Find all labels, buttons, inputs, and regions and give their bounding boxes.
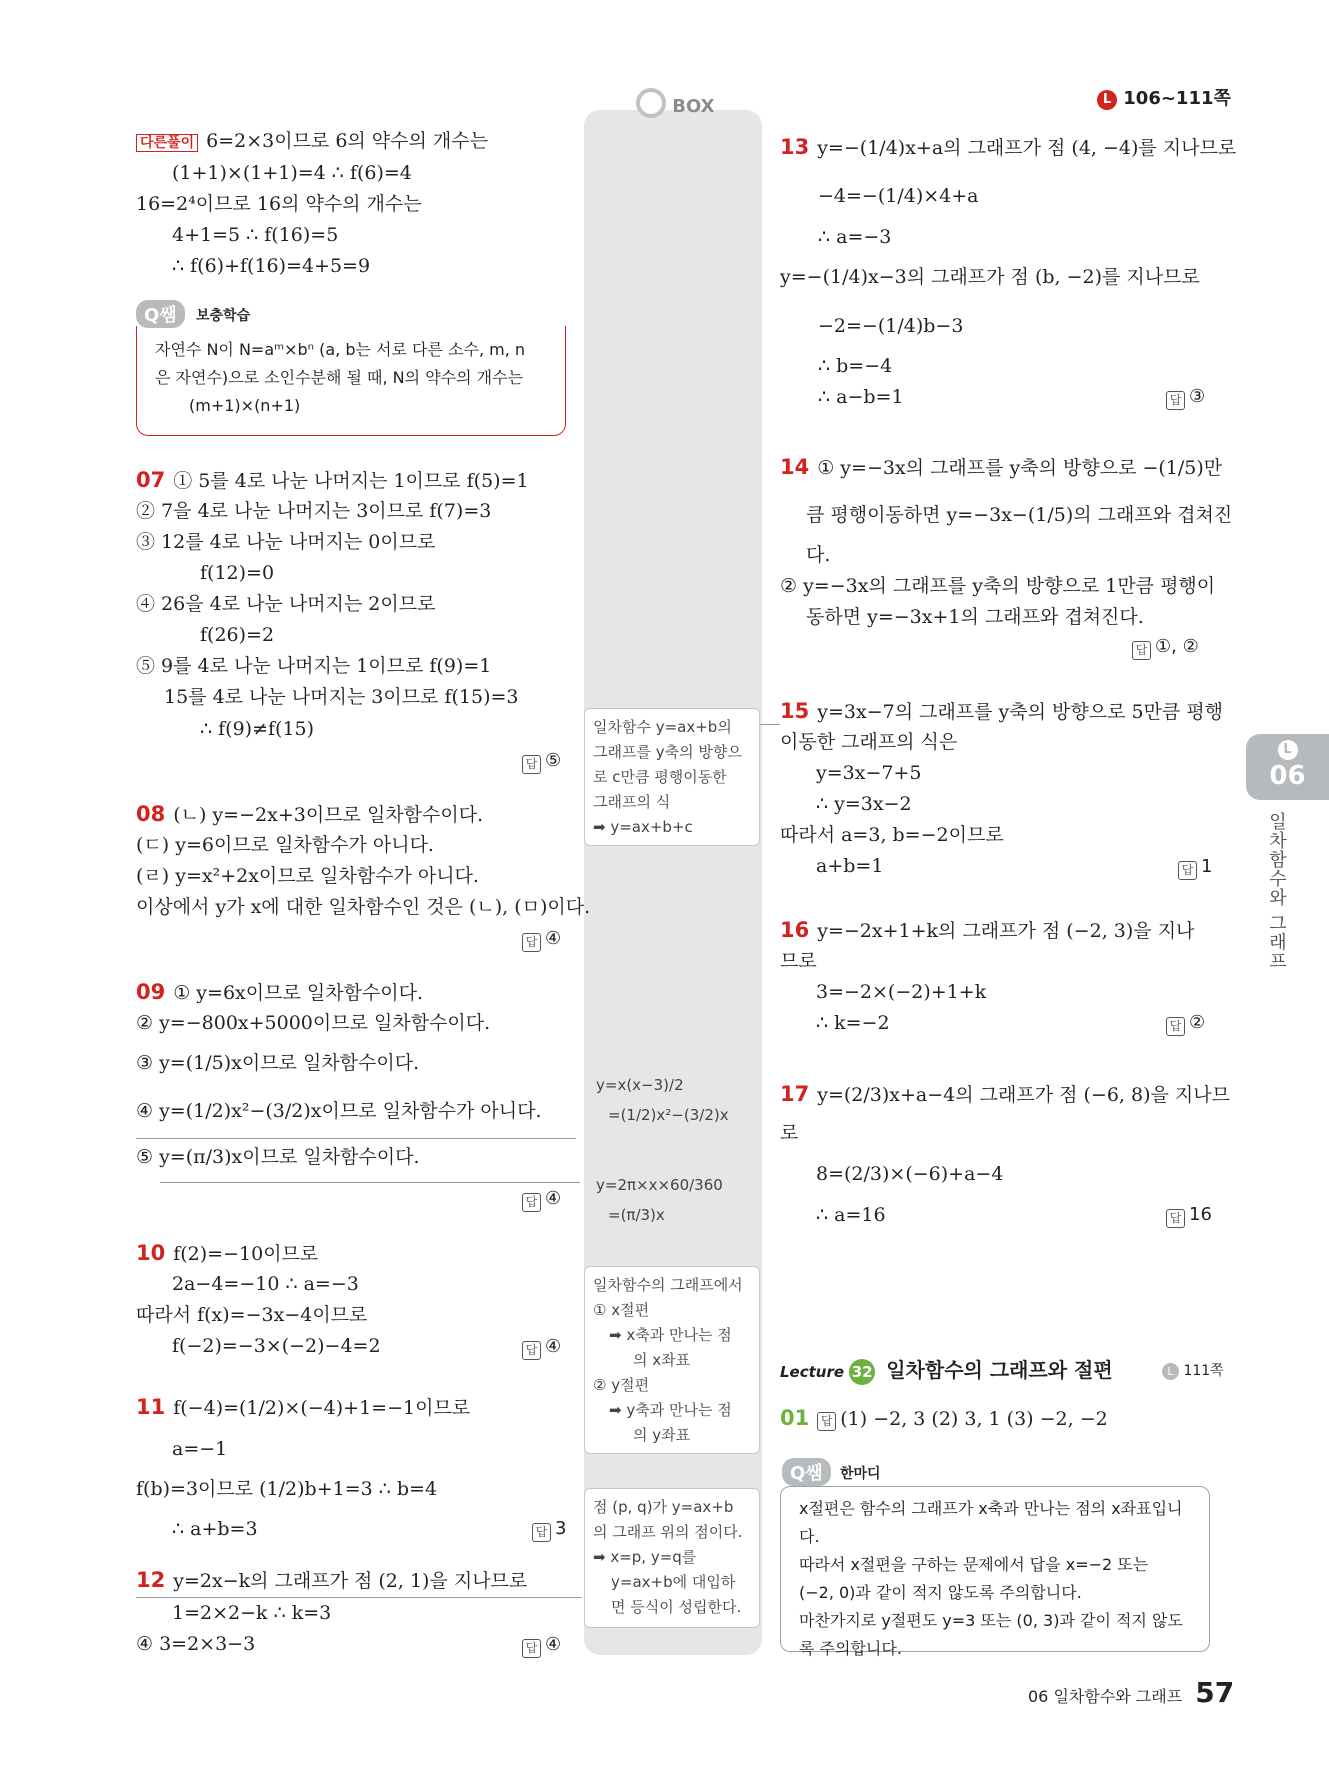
problem-09-line: ② y=−800x+5000이므로 일차함수이다. (136, 1012, 491, 1034)
lecture-title: 일차함수의 그래프와 절편 (886, 1358, 1113, 1382)
problem-11-line: ∴ a+b=3 (172, 1518, 258, 1540)
problem-10-line: 10 f(2)=−10이므로 (136, 1241, 319, 1265)
answer-10: 답 ④ (522, 1336, 561, 1360)
qbox-bubble-quadratic: y=x(x−3)/2 =(1/2)x²−(3/2)x (596, 1076, 729, 1124)
problem-16-line: 3=−2×(−2)+1+k (816, 981, 987, 1003)
connector-line (160, 1182, 580, 1183)
problem-13-line: 13 y=−(1/4)x+a의 그래프가 점 (4, −4)를 지나므로 (780, 135, 1237, 159)
problem-10-line: 따라서 f(x)=−3x−4이므로 (136, 1304, 368, 1326)
problem-07-line: ④ 26을 4로 나눈 나머지는 2이므로 (136, 593, 436, 615)
problem-07-line: ∴ f(9)≠f(15) (200, 718, 315, 740)
chapter-number: 06 (1269, 761, 1306, 791)
connector-line (136, 1597, 582, 1598)
problem-17-line: 17 y=(2/3)x+a−4의 그래프가 점 (−6, 8)을 지나므 (780, 1082, 1230, 1106)
problem-17-line: 로 (780, 1122, 799, 1144)
lesson-icon: L (1162, 1363, 1179, 1380)
qbox-bubble-circle: y=2π×x×60/360 =(π/3)x (596, 1176, 723, 1224)
answer-08: 답 ④ (522, 928, 561, 952)
supplement-line: 자연수 N이 N=aᵐ×bⁿ (a, b는 서로 다른 소수, m, n (155, 340, 526, 359)
alt-solution-line: 4+1=5 ∴ f(16)=5 (172, 224, 339, 246)
supplement-line: (m+1)×(n+1) (189, 396, 301, 415)
answer-14: 답 ①, ② (1132, 636, 1199, 660)
answer-12: 답 ④ (522, 1634, 561, 1658)
problem-number: 09 (136, 980, 166, 1004)
problem-08-line: (ㄹ) y=x²+2x이므로 일차함수가 아니다. (136, 865, 479, 887)
lesson-icon: L (1097, 90, 1117, 110)
problem-09-line: ⑤ y=(π/3)x이므로 일차함수이다. (136, 1146, 420, 1168)
answer-icon: 답 (1166, 1209, 1185, 1228)
problem-07-line: 15를 4로 나눈 나머지는 3이므로 f(15)=3 (164, 686, 519, 708)
problem-number: 17 (780, 1082, 810, 1106)
answer-icon: 답 (1166, 1017, 1185, 1036)
problem-16-line: 16 y=−2x+1+k의 그래프가 점 (−2, 3)을 지나 (780, 918, 1195, 942)
connector-line (760, 724, 780, 725)
problem-12-line: 12 y=2x−k의 그래프가 점 (2, 1)을 지나므로 (136, 1568, 528, 1592)
problem-11-line: 11 f(−4)=(1/2)×(−4)+1=−1이므로 (136, 1395, 471, 1419)
problem-number: 12 (136, 1568, 166, 1592)
problem-13-line: ∴ a=−3 (818, 226, 892, 248)
answer-icon: 답 (522, 1341, 541, 1360)
problem-15-line: 15 y=3x−7의 그래프를 y축의 방향으로 5만큼 평행 (780, 699, 1224, 723)
problem-13-line: −4=−(1/4)×4+a (818, 185, 979, 207)
problem-07-line: ② 7을 4로 나눈 나머지는 3이므로 f(7)=3 (136, 500, 492, 522)
problem-07-line: ③ 12를 4로 나눈 나머지는 0이므로 (136, 531, 436, 553)
problem-07-line: f(12)=0 (200, 562, 275, 584)
supplement-box (136, 326, 566, 436)
problem-number: 10 (136, 1241, 166, 1265)
problem-13-line: ∴ b=−4 (818, 355, 893, 377)
supplement-label: 보충학습 (196, 308, 251, 324)
problem-09-line: ③ y=(1/5)x이므로 일차함수이다. (136, 1052, 420, 1074)
alt-solution-line: (1+1)×(1+1)=4 ∴ f(6)=4 (172, 162, 412, 184)
qssam-badge: Q쌤 (136, 300, 185, 328)
qbox-note-point-on-graph: 점 (p, q)가 y=ax+b 의 그래프 위의 점이다. ➡ x=p, y=q를 y=ax+b에 대입하 면 등식이 성립한다. (584, 1488, 760, 1628)
problem-08-line: 이상에서 y가 x에 대한 일차함수인 것은 (ㄴ), (ㅁ)이다. (136, 896, 591, 918)
problem-number: 15 (780, 699, 810, 723)
answer-11: 답 3 (532, 1518, 566, 1542)
answer-icon: 답 (522, 755, 541, 774)
answer-icon: 답 (522, 933, 541, 952)
problem-13-line: y=−(1/4)x−3의 그래프가 점 (b, −2)를 지나므로 (780, 266, 1200, 288)
q-icon (636, 88, 666, 118)
page-ref: L 106~111쪽 (1097, 84, 1231, 110)
answer-icon: 답 (522, 1193, 541, 1212)
alt-solution-line: 16=2⁴이므로 16의 약수의 개수는 (136, 193, 422, 215)
problem-number: 16 (780, 918, 810, 942)
answer-icon: 답 (522, 1639, 541, 1658)
answer-07: 답 ⑤ (522, 750, 561, 774)
problem-09-line: ④ y=(1/2)x²−(3/2)x이므로 일차함수가 아니다. (136, 1100, 542, 1122)
problem-10-line: 2a−4=−10 ∴ a=−3 (172, 1273, 359, 1295)
supplement-line: 은 자연수)으로 소인수분해 될 때, N의 약수의 개수는 (155, 368, 524, 387)
problem-number: 14 (780, 455, 810, 479)
problem-13-line: −2=−(1/4)b−3 (818, 315, 964, 337)
lecture-label: Lecture (780, 1363, 845, 1381)
problem-14-line: ② y=−3x의 그래프를 y축의 방향으로 1만큼 평행이 (780, 575, 1216, 597)
answer-09: 답 ④ (522, 1188, 561, 1212)
problem-number: 13 (780, 135, 810, 159)
answer-icon: 답 (532, 1523, 551, 1542)
problem-12-line: ④ 3=2×3−3 (136, 1633, 256, 1655)
problem-number: 07 (136, 468, 166, 492)
problem-01-line: 01 답 (1) −2, 3 (2) 3, 1 (3) −2, −2 (780, 1406, 1108, 1430)
hanmadi-box (780, 1486, 1210, 1658)
problem-15-line: 이동한 그래프의 식은 (780, 731, 958, 753)
connector-line (136, 1138, 576, 1139)
alt-solution-line: 다른풀이 6=2×3이므로 6의 약수의 개수는 (136, 128, 488, 156)
problem-08-line: (ㄷ) y=6이므로 일차함수가 아니다. (136, 834, 434, 856)
alt-solution-line: ∴ f(6)+f(16)=4+5=9 (172, 255, 371, 277)
hanmadi-line: 따라서 x절편을 구하는 문제에서 답을 x=−2 또는 (799, 1555, 1149, 1574)
page-number: 57 (1195, 1676, 1235, 1709)
chapter-side-tab (1246, 734, 1329, 800)
problem-number: 11 (136, 1395, 166, 1419)
problem-17-line: ∴ a=16 (816, 1204, 886, 1226)
answer-13: 답 ③ (1166, 386, 1205, 410)
problem-12-line: 1=2×2−k ∴ k=3 (172, 1602, 332, 1624)
footer-chapter: 06 일차함수와 그래프 (1028, 1687, 1183, 1706)
footer (1028, 1676, 1234, 1709)
problem-07-line: 07 ① 5를 4로 나눈 나머지는 1이므로 f(5)=1 (136, 468, 529, 492)
problem-number: 01 (780, 1406, 810, 1430)
problem-13-line: ∴ a−b=1 (818, 386, 904, 408)
answer-icon: 답 (1178, 861, 1197, 880)
hanmadi-line: 록 주의합니다. (799, 1639, 902, 1658)
hanmadi-line: 마찬가지로 y절편도 y=3 또는 (0, 3)과 같이 적지 않도 (799, 1611, 1183, 1630)
qssam-badge: Q쌤 (782, 1458, 831, 1486)
hanmadi-line: x절편은 함수의 그래프가 x축과 만나는 점의 x좌표입니다. (799, 1499, 1183, 1546)
problem-17-line: 8=(2/3)×(−6)+a−4 (816, 1163, 1004, 1185)
answer-icon: 답 (817, 1412, 836, 1431)
hanmadi-line: (−2, 0)과 같이 적지 않도록 주의합니다. (799, 1583, 1082, 1602)
problem-11-line: f(b)=3이므로 (1/2)b+1=3 ∴ b=4 (136, 1478, 438, 1500)
problem-14-line: 14 ① y=−3x의 그래프를 y축의 방향으로 −(1/5)만 (780, 455, 1223, 479)
problem-number: 08 (136, 802, 166, 826)
problem-07-line: ⑤ 9를 4로 나눈 나머지는 1이므로 f(9)=1 (136, 655, 492, 677)
lecture-ref: L 111쪽 (1162, 1360, 1224, 1380)
problem-16-line: 므로 (780, 950, 817, 972)
problem-15-line: 따라서 a=3, b=−2이므로 (780, 824, 1004, 846)
answer-icon: 답 (1132, 641, 1151, 660)
hanmadi-label: 한마디 (840, 1466, 881, 1482)
problem-14-line: 다. (806, 544, 831, 566)
problem-14-line: 큼 평행이동하면 y=−3x−(1/5)의 그래프와 겹쳐진 (806, 504, 1233, 526)
answer-icon: 답 (1166, 391, 1185, 410)
problem-11-line: a=−1 (172, 1438, 228, 1460)
answer-15: 답 1 (1178, 856, 1212, 880)
lesson-icon: L (1278, 740, 1298, 760)
lecture-header (780, 1354, 1113, 1385)
problem-15-line: ∴ y=3x−2 (816, 793, 912, 815)
problem-16-line: ∴ k=−2 (816, 1012, 890, 1034)
qbox-logo: BOX (636, 88, 715, 118)
chapter-vertical-title: 일차함수와 그래프 (1266, 812, 1287, 971)
problem-09-line: 09 ① y=6x이므로 일차함수이다. (136, 980, 424, 1004)
problem-15-line: y=3x−7+5 (816, 762, 922, 784)
answer-17: 답 16 (1166, 1204, 1212, 1228)
problem-15-line: a+b=1 (816, 855, 884, 877)
qbox-note-translation: 일차함수 y=ax+b의 그래프를 y축의 방향으 로 c만큼 평행이동한 그래프의 식 ➡ y=ax+b+c (584, 708, 760, 846)
problem-10-line: f(−2)=−3×(−2)−4=2 (172, 1335, 381, 1357)
problem-08-line: 08 (ㄴ) y=−2x+3이므로 일차함수이다. (136, 802, 484, 826)
problem-14-line: 동하면 y=−3x+1의 그래프와 겹쳐진다. (806, 606, 1144, 628)
problem-07-line: f(26)=2 (200, 624, 275, 646)
qbox-note-intercepts: 일차함수의 그래프에서 ① x절편 ➡ x축과 만나는 점 의 x좌표 ② y절편 ➡ y축과 만나는 점 의 y좌표 (584, 1266, 760, 1454)
answer-16: 답 ② (1166, 1012, 1205, 1036)
lecture-number: 32 (849, 1359, 875, 1385)
